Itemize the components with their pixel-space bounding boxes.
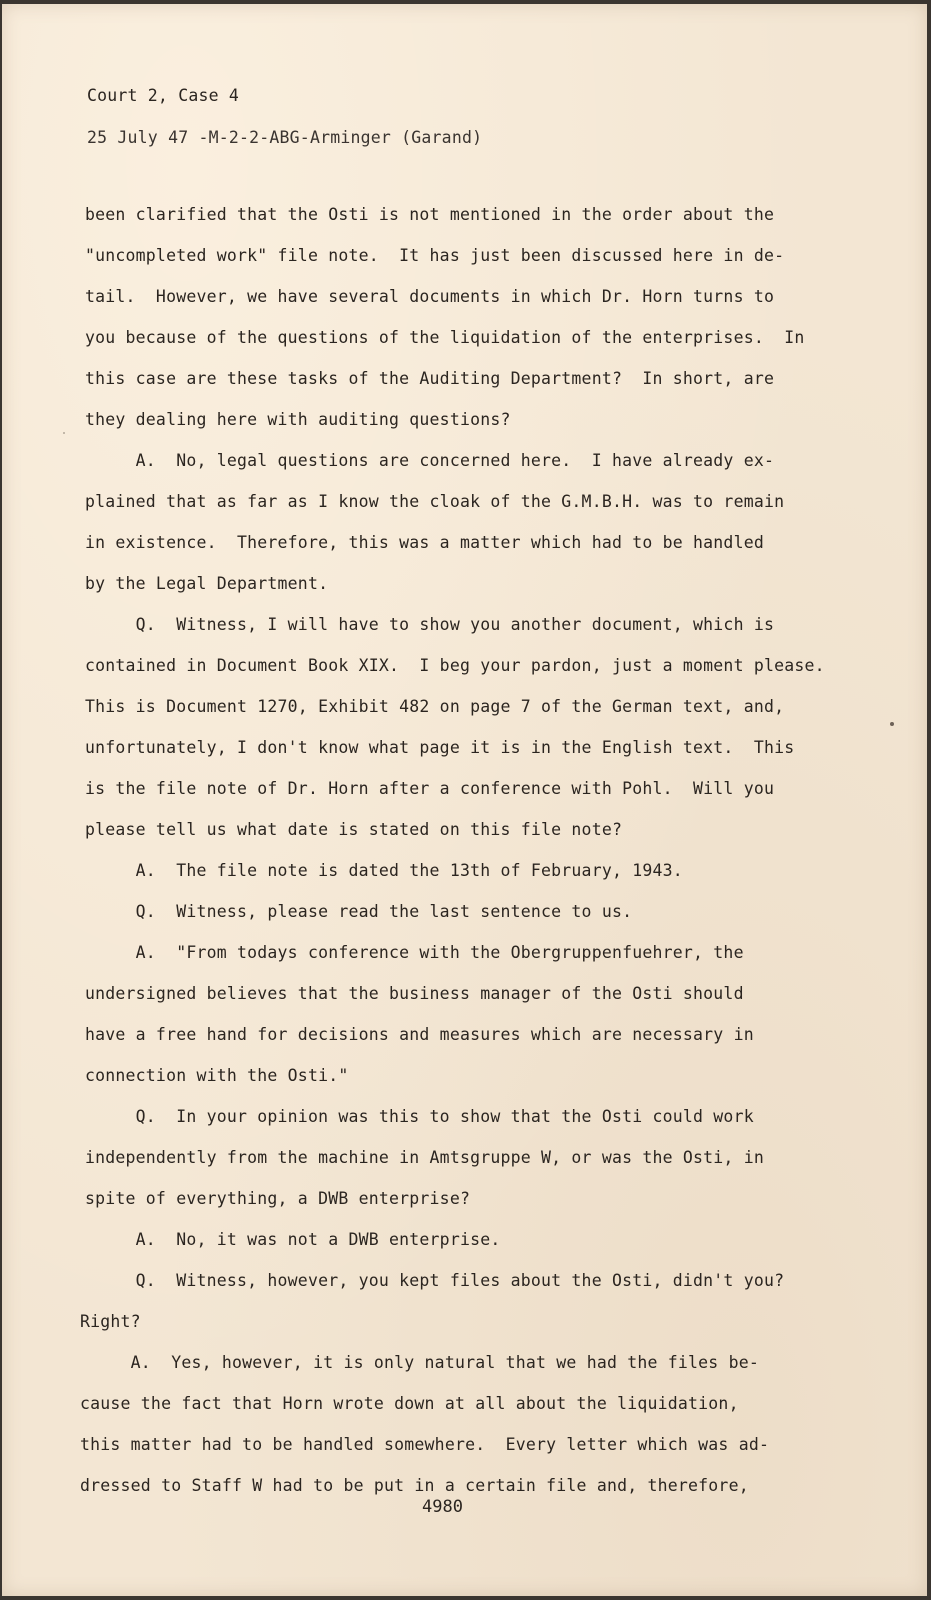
- transcript-line: Q. Witness, I will have to show you another document, which is: [85, 615, 775, 634]
- transcript-line: "uncompleted work" file note. It has just been discussed here in de-: [85, 246, 785, 265]
- session-header: 25 July 47 -M-2-2-ABG-Arminger (Garand): [87, 128, 483, 147]
- transcript-line: is the file note of Dr. Horn after a conference with Pohl. Will you: [85, 779, 775, 798]
- transcript-line: A. No, it was not a DWB enterprise.: [85, 1230, 501, 1249]
- paper-speck: [63, 432, 65, 434]
- court-case-header: Court 2, Case 4: [87, 86, 240, 105]
- paper-speck: [890, 722, 894, 726]
- transcript-line: this matter had to be handled somewhere. Every letter which was ad-: [80, 1435, 770, 1454]
- transcript-line: been clarified that the Osti is not mentioned in the order about the: [85, 205, 775, 224]
- transcript-line: they dealing here with auditing questions?: [85, 410, 511, 429]
- transcript-line: Q. Witness, however, you kept files about the Osti, didn't you?: [85, 1271, 785, 1290]
- transcript-line: please tell us what date is stated on this file note?: [85, 820, 623, 839]
- transcript-line: cause the fact that Horn wrote down at all about the liquidation,: [80, 1394, 739, 1413]
- document-page: [2, 4, 927, 1596]
- transcript-line: A. "From todays conference with the Obergruppenfuehrer, the: [85, 943, 744, 962]
- transcript-line: Q. Witness, please read the last sentence to us.: [85, 902, 633, 921]
- transcript-line: you because of the questions of the liquidation of the enterprises. In: [85, 328, 805, 347]
- transcript-line: undersigned believes that the business manager of the Osti should: [85, 984, 744, 1003]
- transcript-line: independently from the machine in Amtsgruppe W, or was the Osti, in: [85, 1148, 764, 1167]
- transcript-line: have a free hand for decisions and measures which are necessary in: [85, 1025, 754, 1044]
- page-number: 4980: [422, 1497, 463, 1517]
- transcript-line: by the Legal Department.: [85, 574, 329, 593]
- transcript-line: A. Yes, however, it is only natural that we had the files be-: [80, 1353, 759, 1372]
- transcript-line: contained in Document Book XIX. I beg your pardon, just a moment please.: [85, 656, 825, 675]
- transcript-line: in existence. Therefore, this was a matter which had to be handled: [85, 533, 764, 552]
- transcript-line: plained that as far as I know the cloak of the G.M.B.H. was to remain: [85, 492, 785, 511]
- transcript-line: A. No, legal questions are concerned here. I have already ex-: [85, 451, 775, 470]
- transcript-line: This is Document 1270, Exhibit 482 on page 7 of the German text, and,: [85, 697, 785, 716]
- transcript-line: tail. However, we have several documents in which Dr. Horn turns to: [85, 287, 775, 306]
- transcript-line: Q. In your opinion was this to show that the Osti could work: [85, 1107, 754, 1126]
- transcript-line: dressed to Staff W had to be put in a certain file and, therefore,: [80, 1476, 749, 1495]
- transcript-line: unfortunately, I don't know what page it is in the English text. This: [85, 738, 795, 757]
- transcript-line: A. The file note is dated the 13th of February, 1943.: [85, 861, 683, 880]
- transcript-line: this case are these tasks of the Auditing Department? In short, are: [85, 369, 775, 388]
- transcript-line: spite of everything, a DWB enterprise?: [85, 1189, 471, 1208]
- transcript-line: Right?: [80, 1312, 141, 1331]
- transcript-line: connection with the Osti.": [85, 1066, 349, 1085]
